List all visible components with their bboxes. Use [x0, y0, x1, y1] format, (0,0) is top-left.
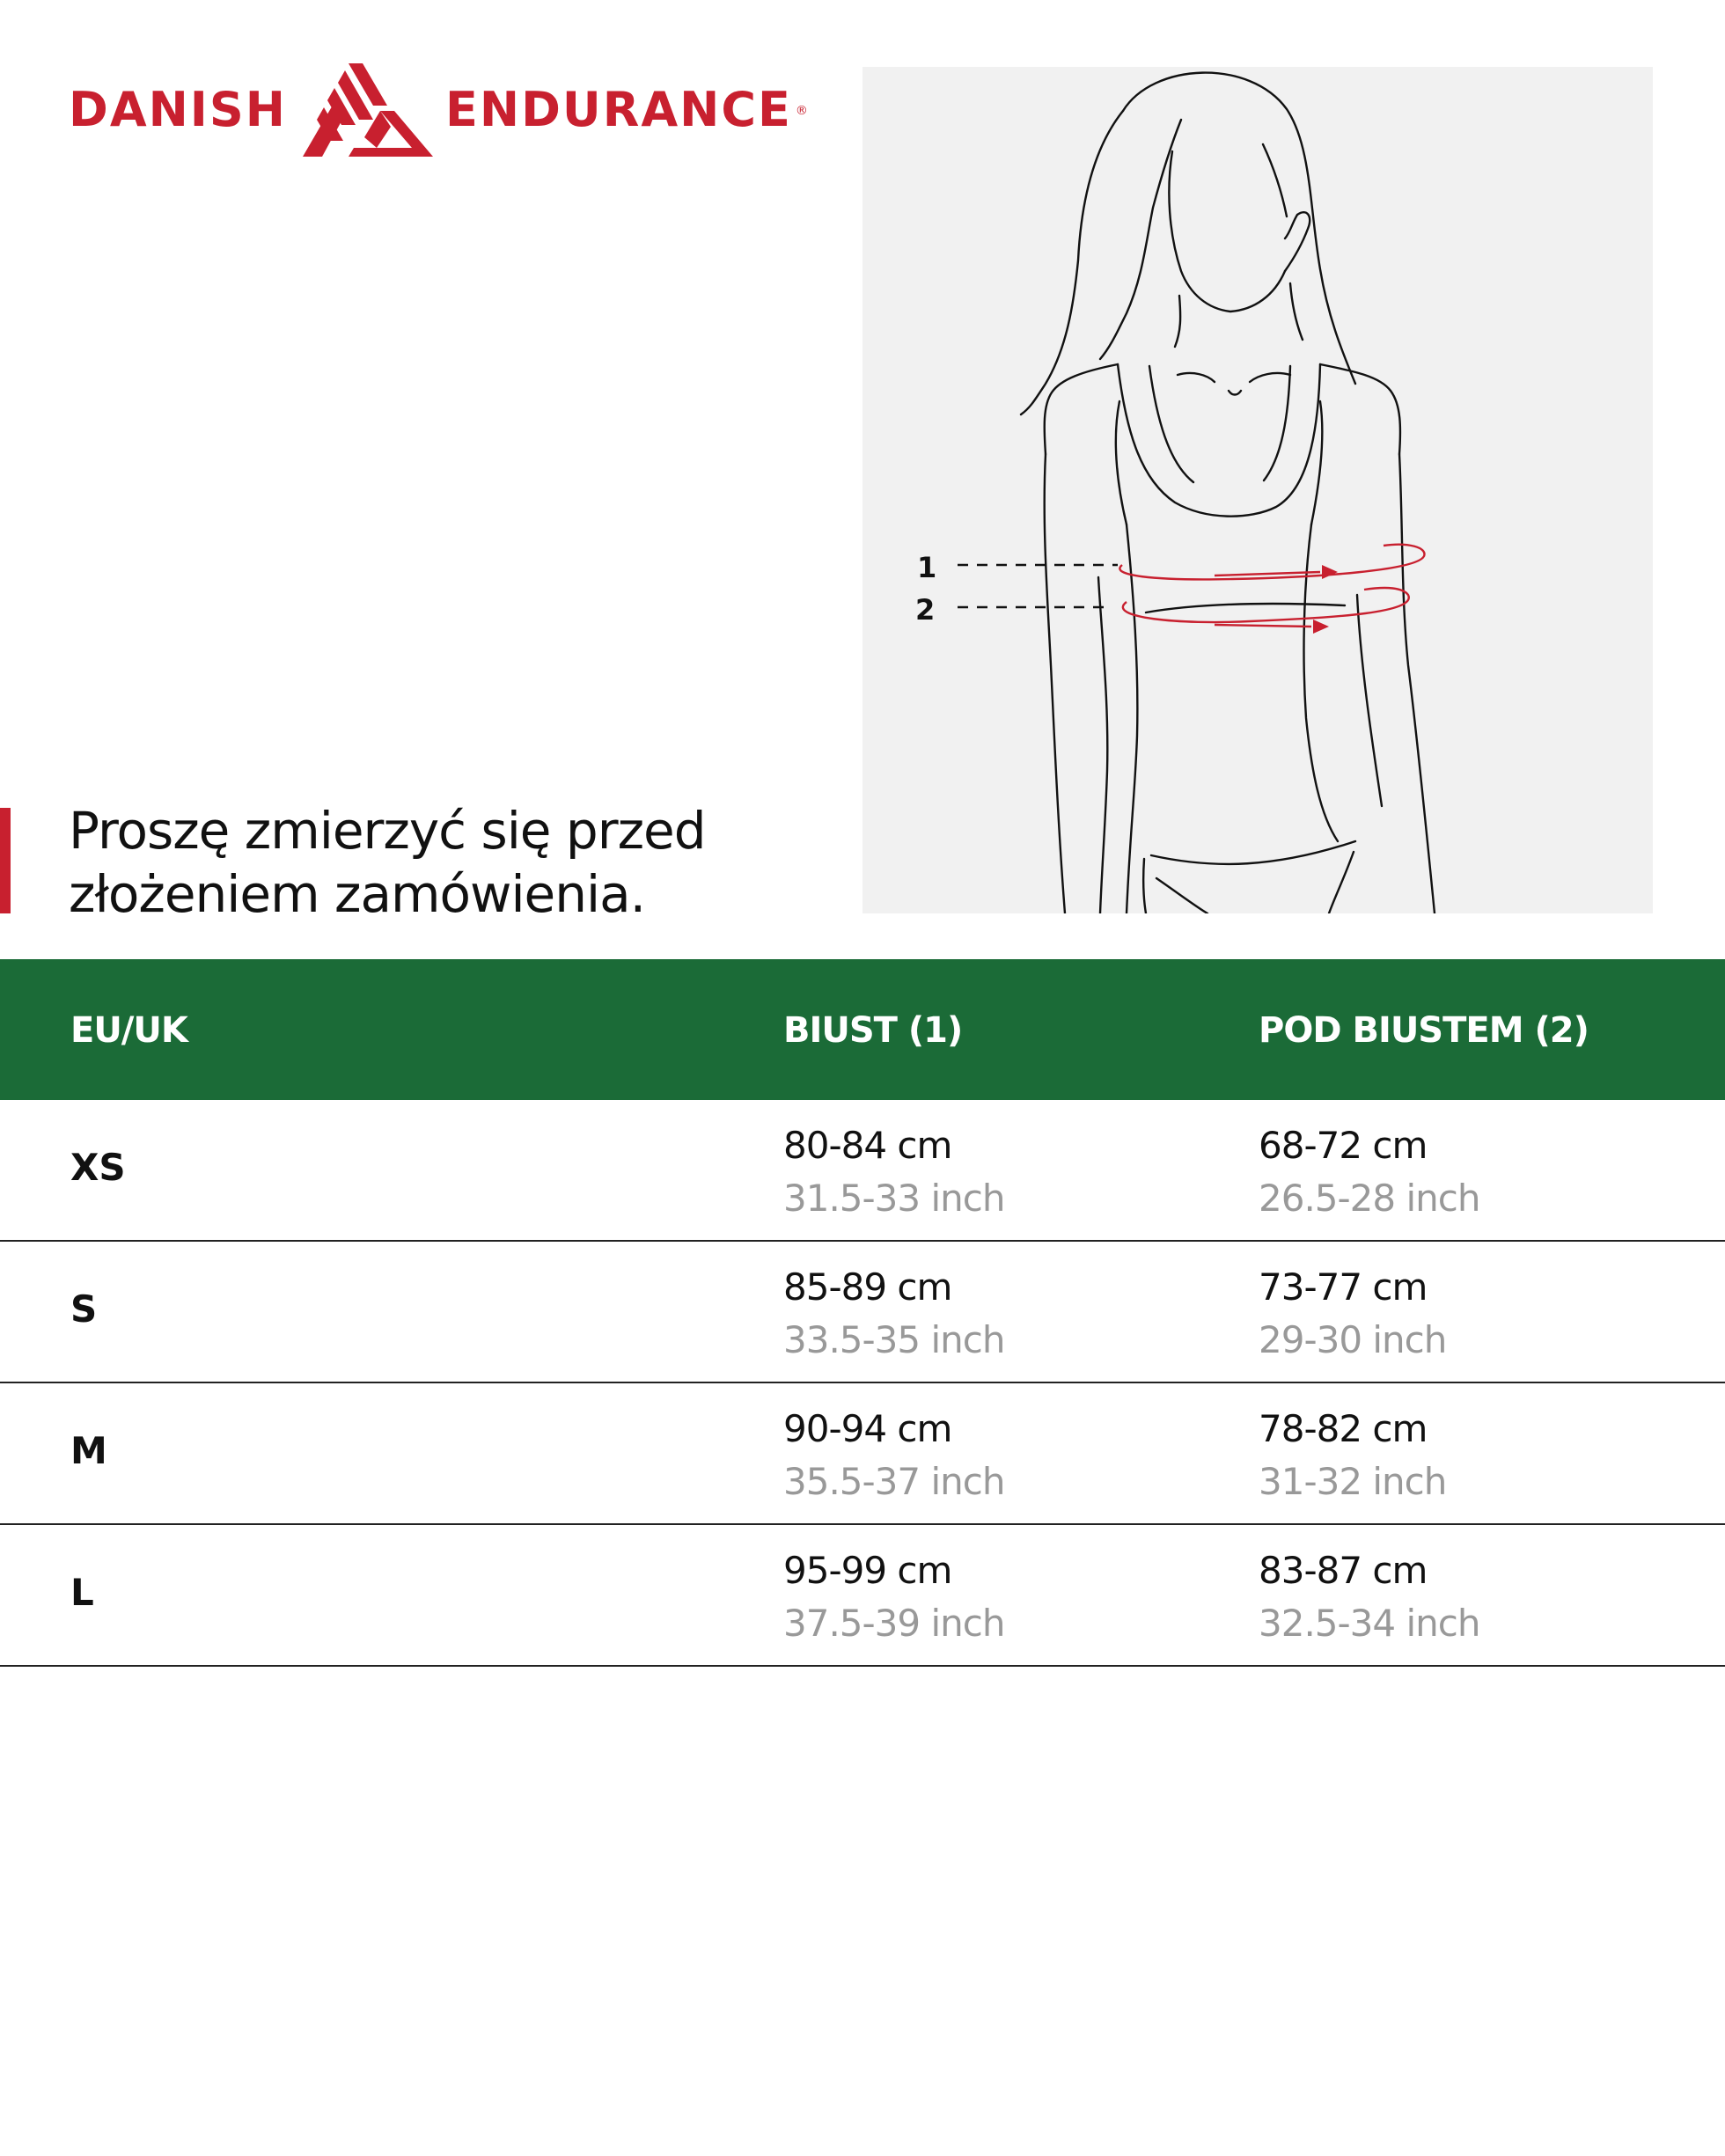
- underbust-cell: [1259, 1544, 1479, 1650]
- table-row: [0, 1100, 1725, 1242]
- headline-line-1: Proszę zmierzyć się przed: [69, 801, 706, 861]
- underbust-inch: 32.5-34 inch: [1259, 1602, 1480, 1645]
- bust-cell: [783, 1261, 1004, 1367]
- bust-cell: [783, 1544, 1004, 1650]
- bust-cm: 85-89 cm: [783, 1265, 952, 1309]
- underbust-cell: [1259, 1119, 1479, 1225]
- underbust-inch: 31-32 inch: [1259, 1460, 1447, 1503]
- size-table: [0, 959, 1725, 1667]
- bust-cm: 80-84 cm: [783, 1124, 952, 1167]
- bust-inch: 33.5-35 inch: [783, 1318, 1005, 1361]
- table-header: [0, 959, 1725, 1100]
- brand-logo: [69, 62, 808, 158]
- table-row: [0, 1242, 1725, 1383]
- underbust-cm: 73-77 cm: [1259, 1265, 1428, 1309]
- underbust-cm: 78-82 cm: [1259, 1407, 1428, 1450]
- table-row: [0, 1383, 1725, 1525]
- marker-2-label: 2: [915, 593, 936, 627]
- headline: [69, 799, 843, 926]
- size-label: XS: [70, 1146, 126, 1189]
- underbust-cm: 83-87 cm: [1259, 1549, 1428, 1592]
- bust-inch: 37.5-39 inch: [783, 1602, 1005, 1645]
- accent-bar: [0, 808, 11, 913]
- underbust-inch: 29-30 inch: [1259, 1318, 1447, 1361]
- headline-line-2: złożeniem zamówienia.: [69, 864, 646, 924]
- brand-word-left: DANISH: [69, 82, 287, 137]
- bust-cm: 95-99 cm: [783, 1549, 952, 1592]
- underbust-cm: 68-72 cm: [1259, 1124, 1428, 1167]
- size-label: M: [70, 1429, 107, 1472]
- bust-inch: 31.5-33 inch: [783, 1177, 1005, 1220]
- size-label: S: [70, 1287, 98, 1331]
- underbust-cell: [1259, 1403, 1446, 1508]
- bust-cell: [783, 1403, 1004, 1508]
- registered-mark: ®: [795, 104, 808, 118]
- measurement-illustration: [862, 67, 1653, 913]
- bust-cell: [783, 1119, 1004, 1225]
- brand-word-right: ENDURANCE: [445, 82, 792, 137]
- header-size: EU/UK: [70, 1010, 187, 1051]
- bust-inch: 35.5-37 inch: [783, 1460, 1005, 1503]
- brand-mountain-icon: [299, 63, 433, 157]
- underbust-inch: 26.5-28 inch: [1259, 1177, 1480, 1220]
- header-underbust: POD BIUSTEM (2): [1259, 1010, 1589, 1051]
- marker-1-label: 1: [917, 551, 937, 584]
- size-label: L: [70, 1571, 94, 1614]
- underbust-cell: [1259, 1261, 1446, 1367]
- table-row: [0, 1525, 1725, 1667]
- header-bust: BIUST (1): [783, 1010, 963, 1051]
- woman-outline-drawing: [862, 67, 1653, 913]
- bust-cm: 90-94 cm: [783, 1407, 952, 1450]
